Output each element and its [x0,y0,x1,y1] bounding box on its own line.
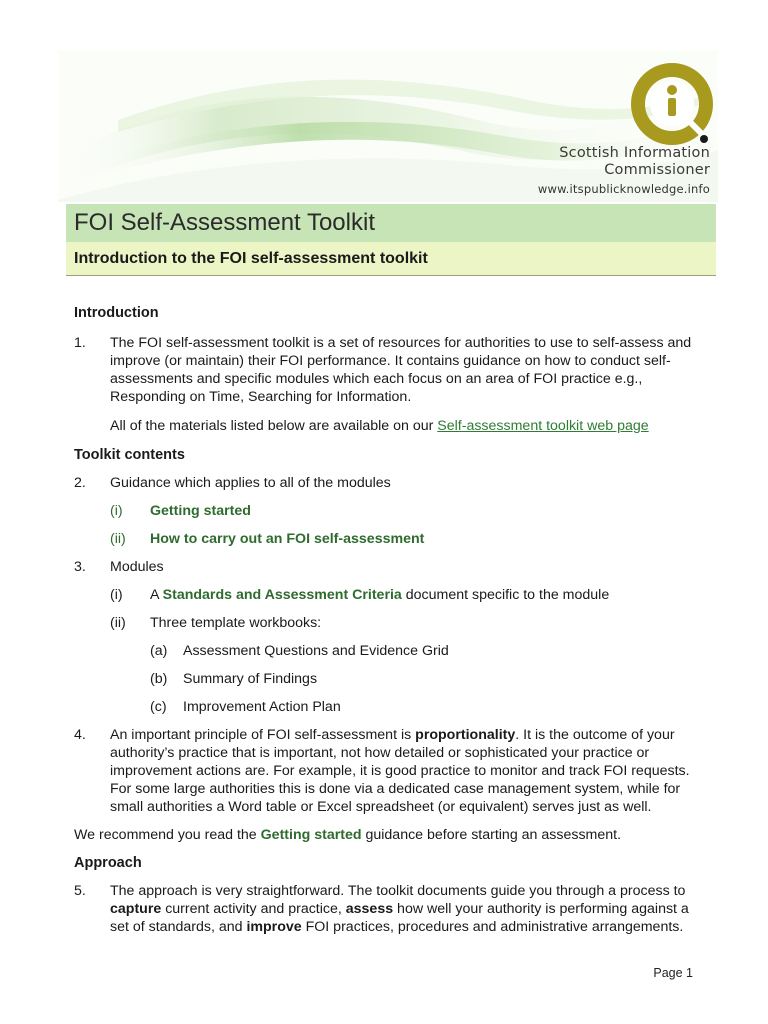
paragraph-text: current activity and practice, [161,901,346,917]
paragraph-text: how well your authority is performing against a set of standards, and [110,901,689,935]
page-number: Page 1 [653,966,693,980]
list-text: Improvement Action Plan [183,699,341,715]
paragraph-2 [74,474,704,492]
paragraph-3-b [74,670,704,688]
document-body [74,300,704,936]
list-letter: (c) [150,699,167,715]
paragraph-3-c [74,698,704,716]
org-url[interactable]: www.itspublicknowledge.info [537,182,710,196]
paragraph-text: Modules [110,559,164,575]
paragraph-number: 2. [74,475,86,491]
paragraph-text: We recommend you read the [74,827,261,843]
recommendation-line [74,826,704,844]
list-text: Assessment Questions and Evidence Grid [183,643,449,659]
list-text: document specific to the module [401,587,610,603]
list-number: (ii) [110,615,126,631]
subtitle-bar [66,242,716,276]
list-letter: (b) [150,671,168,687]
paragraph-text: The approach is very straightforward. The toolkit documents guide you through a process to [110,883,686,899]
emphasis-capture: capture [110,901,162,917]
header-banner [58,50,718,202]
section-heading-toolkit-contents: Toolkit contents [74,447,185,463]
list-number: (ii) [110,531,126,547]
paragraph-text: The FOI self-assessment toolkit is a set of resources for authorities to use to self-assess and improve (or maintain) their FOI performance. It contains guidance on how to conduct self-assessments and specific modules which each focus on an area of FOI practice e.g., Responding on Time, Searching for Information. [110,335,692,405]
emphasis-assess: assess [345,901,394,917]
section-heading-approach: Approach [74,855,142,871]
getting-started-link[interactable]: Getting started [260,827,362,843]
paragraph-number: 1. [74,335,86,351]
getting-started-link[interactable]: Getting started [150,503,251,519]
paragraph-3-a [74,642,704,660]
list-letter: (a) [150,643,168,659]
paragraph-text: An important principle of FOI self-assessment is [110,727,416,743]
paragraph-text: guidance before starting an assessment. [361,827,622,843]
org-name-line1: Scottish Information [559,145,710,161]
paragraph-text: Guidance which applies to all of the modules [110,475,391,491]
paragraph-3 [74,558,704,576]
decorative-swoosh [58,50,718,202]
paragraph-2-ii [74,530,704,548]
list-number: (i) [110,503,123,519]
list-text: Three template workbooks: [150,615,322,631]
document-title: FOI Self-Assessment Toolkit [74,209,375,236]
toolkit-web-page-link[interactable]: Self-assessment toolkit web page [437,418,649,434]
paragraph-text: FOI practices, procedures and administrative arrangements. [301,919,684,935]
logo-q-icon [628,62,718,152]
paragraph-5 [74,882,704,936]
org-name-line2: Commissioner [604,162,710,178]
paragraph-text: . It is the outcome of your authority’s practice that is important, not how detailed or sophisticated your practice or improvement actions are. For example, it is good practice to monitor and track FOI requests. For some large authorities this is done via a dedicated case management system, while for small authorities a Word table or Excel spreadsheet (or equivalent) serves just as well. [110,727,690,815]
section-heading-introduction: Introduction [74,305,159,321]
paragraph-1 [74,334,704,406]
paragraph-2-i [74,502,704,520]
standards-criteria-link[interactable]: Standards and Assessment Criteria [162,587,402,603]
emphasis-proportionality: proportionality [415,727,516,743]
paragraph-text: All of the materials listed below are available on our [110,418,438,434]
paragraph-3-i [74,586,704,604]
paragraph-4 [74,726,704,816]
list-text: Summary of Findings [183,671,318,687]
paragraph-number: 4. [74,727,86,743]
list-text: A [150,587,163,603]
paragraph-number: 3. [74,559,86,575]
list-number: (i) [110,587,123,603]
document-subtitle: Introduction to the FOI self-assessment toolkit [74,249,428,267]
title-bar [66,204,716,242]
paragraph-3-ii [74,614,704,632]
paragraph-1b [74,417,704,435]
how-to-carry-out-link[interactable]: How to carry out an FOI self-assessment [150,531,425,547]
emphasis-improve: improve [246,919,302,935]
paragraph-number: 5. [74,883,86,899]
commissioner-logo [628,62,718,152]
